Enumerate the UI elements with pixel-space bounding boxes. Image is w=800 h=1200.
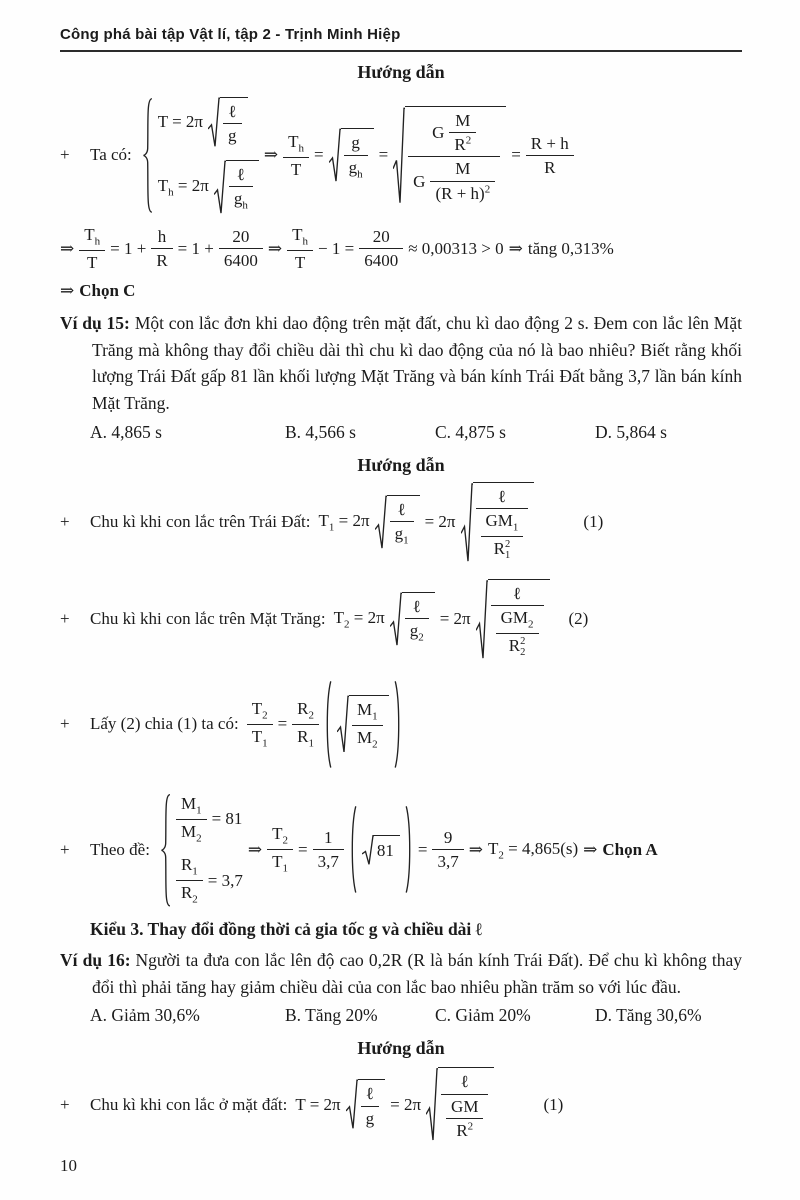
math-token: $T_h = 2\pi$ xyxy=(157,175,209,198)
equals-sign: = xyxy=(378,145,389,165)
equation xyxy=(158,793,658,908)
page-header xyxy=(60,26,742,52)
example-body: Người ta đưa con lắc lên độ cao 0,2R (R là bán kính Trái Đất). Để chu kì không thay đổi thì phải tăng hay giảm chiều dài của con lắc bao nhiêu phần trăm so với lúc đầu. xyxy=(92,950,743,997)
math-token: 20 xyxy=(232,226,250,246)
guide-heading: Hướng dẫn xyxy=(357,454,445,475)
math-token: $R_1$ xyxy=(297,726,315,750)
equals-sign: = xyxy=(417,839,428,859)
math-token: 6400 xyxy=(223,251,258,271)
math-token: T xyxy=(87,253,98,273)
radical-icon xyxy=(337,695,349,753)
fraction xyxy=(476,486,529,562)
fraction xyxy=(432,827,463,873)
radical-icon xyxy=(214,160,226,214)
option-a: A. 4,865 s xyxy=(90,421,162,442)
math-token: 20 xyxy=(372,226,390,246)
implies-arrow: ⇒ xyxy=(247,839,263,859)
math-token: $g_1$ xyxy=(394,524,409,547)
fraction xyxy=(441,1071,488,1141)
math-token: M xyxy=(455,159,471,179)
formula-ground-period xyxy=(60,1067,742,1142)
equation xyxy=(60,281,135,301)
implies-arrow: ⇒ xyxy=(263,145,279,165)
math-token: $T_2$ xyxy=(272,824,289,847)
math-token: tăng 0,313% xyxy=(527,238,614,258)
math-token: ℓ xyxy=(497,486,507,506)
example-16-text xyxy=(60,947,742,1000)
radical-icon xyxy=(426,1067,438,1142)
math-token: 9 xyxy=(443,828,453,848)
math-token: R 2 1 xyxy=(493,538,511,562)
radical-icon xyxy=(476,579,488,660)
option-c: C. Giảm 20% xyxy=(435,1005,531,1026)
math-token: T = 2π xyxy=(157,112,204,132)
math-token: $T_h$ xyxy=(288,131,304,155)
plus-bullet: + xyxy=(60,1094,70,1114)
math-token: $T_1$ xyxy=(251,726,268,750)
system-line-2 xyxy=(176,854,243,907)
left-paren-icon xyxy=(324,680,332,769)
plus-bullet: + xyxy=(60,839,70,859)
equation xyxy=(295,1067,563,1142)
square-root xyxy=(346,1079,386,1130)
math-token: $g_h$ xyxy=(348,157,363,180)
square-root xyxy=(362,835,400,865)
implies-arrow: ⇒ xyxy=(468,839,483,859)
radical-icon xyxy=(393,106,405,205)
formula-moon-period xyxy=(60,579,742,660)
math-token: = 2π xyxy=(390,1094,422,1114)
square-root xyxy=(375,495,420,549)
system-line-2 xyxy=(158,160,259,214)
math-token: $M_1$ xyxy=(357,700,378,723)
square-root xyxy=(426,1067,494,1142)
fraction xyxy=(491,583,544,659)
example-label: Ví dụ 16: xyxy=(60,950,131,971)
math-token: = 1 + xyxy=(177,238,214,258)
fraction xyxy=(359,226,403,272)
math-token: = 2π xyxy=(424,512,456,532)
equation-number: (1) xyxy=(583,512,604,532)
right-paren-icon xyxy=(405,805,413,894)
fraction xyxy=(79,224,105,273)
radical-icon xyxy=(346,1079,358,1130)
paren-group xyxy=(349,805,413,894)
option-d: D. Tăng 30,6% xyxy=(595,1005,702,1026)
math-token: $T_h$ xyxy=(292,224,308,248)
equals-sign: = xyxy=(277,714,288,734)
guide-heading: Hướng dẫn xyxy=(357,62,445,82)
math-token: R xyxy=(156,251,168,271)
math-token: $M_1$ xyxy=(180,793,202,816)
math-token: = 2π xyxy=(439,609,471,629)
equals-sign: = xyxy=(511,145,521,165)
implies-arrow: ⇒ xyxy=(583,839,598,859)
math-token: T xyxy=(294,253,306,273)
math-token: ℓ xyxy=(236,164,245,184)
fraction xyxy=(449,110,476,156)
fraction xyxy=(292,698,319,751)
equation xyxy=(60,224,614,273)
math-token: 6400 xyxy=(364,251,399,271)
formula-given xyxy=(60,793,742,908)
paren-group xyxy=(324,680,402,769)
math-token: $GM_1$ xyxy=(485,510,519,534)
math-token: $T_1$ xyxy=(272,852,289,875)
square-root xyxy=(214,160,259,214)
math-token: $T_2 = 2\pi$ xyxy=(333,608,385,631)
right-paren-icon xyxy=(394,680,402,769)
formula-ta-co xyxy=(60,97,742,214)
fraction xyxy=(287,224,313,273)
math-token: G xyxy=(413,171,426,191)
equation-system xyxy=(176,793,243,908)
formula-ratio xyxy=(60,680,742,769)
math-token: $R^2$ xyxy=(456,1120,474,1140)
math-token: 3,7 xyxy=(437,852,459,872)
option-a: A. Giảm 30,6% xyxy=(90,1005,200,1026)
math-token: − 1 = xyxy=(318,238,355,258)
fraction xyxy=(390,499,414,548)
math-token: $T_h$ xyxy=(84,224,101,248)
formula-label: Theo đề: xyxy=(90,839,150,859)
math-token: ℓ xyxy=(365,1084,374,1104)
fraction xyxy=(176,854,203,907)
page-number: 10 xyxy=(60,1156,77,1175)
equation-number: (2) xyxy=(568,609,589,629)
example-15-text xyxy=(60,310,742,416)
math-token: $T_1 = 2\pi$ xyxy=(318,510,370,534)
book-title: Công phá bài tập Vật lí, tập 2 - Trịnh Minh Hiệp xyxy=(60,26,401,43)
system-line-1 xyxy=(158,97,248,148)
fraction xyxy=(229,164,253,213)
fraction xyxy=(430,158,495,204)
left-paren-icon xyxy=(349,805,357,894)
radical-icon xyxy=(329,128,341,182)
plus-bullet: + xyxy=(60,512,70,532)
math-token: ≈ 0,00313 > 0 xyxy=(408,238,504,258)
math-token: 81 xyxy=(376,841,394,861)
math-token: = 81 xyxy=(211,809,243,829)
fraction xyxy=(446,1096,483,1142)
example-15-options xyxy=(90,422,742,443)
math-token: R 2 2 xyxy=(508,635,526,659)
answer-label: Chọn C xyxy=(79,281,136,301)
fraction xyxy=(247,698,273,751)
math-token: g xyxy=(365,1108,375,1128)
math-token: $g_2$ xyxy=(409,621,424,644)
square-root xyxy=(337,695,389,753)
radical-icon xyxy=(208,97,220,148)
math-token: $M_2$ xyxy=(180,821,202,845)
formula-label: Chu kì khi con lắc trên Trái Đất: xyxy=(90,512,311,532)
radical-icon xyxy=(390,592,402,646)
math-token: T = 2π xyxy=(295,1094,341,1114)
equals-sign: = xyxy=(313,145,324,165)
formula-label: Chu kì khi con lắc trên Mặt Trăng: xyxy=(90,609,326,629)
fraction xyxy=(361,1083,380,1129)
square-root xyxy=(476,579,550,660)
math-token: g xyxy=(351,133,360,153)
section-kieu-3: Kiểu 3. Thay đổi đồng thời cả gia tốc g và chiều dài ℓ xyxy=(90,919,483,940)
math-token: ℓ xyxy=(412,597,421,616)
fraction xyxy=(223,101,242,147)
equation-number: (1) xyxy=(543,1094,564,1114)
implies-arrow: ⇒ xyxy=(267,238,283,258)
fraction xyxy=(151,226,172,272)
fraction xyxy=(352,699,383,752)
square-root xyxy=(390,592,435,646)
equation xyxy=(334,579,589,660)
plus-bullet: + xyxy=(60,714,70,734)
option-b: B. Tăng 20% xyxy=(285,1005,378,1026)
fraction xyxy=(526,133,574,179)
math-token: ℓ xyxy=(228,102,237,121)
fraction xyxy=(344,132,368,181)
math-token: 1 xyxy=(324,828,333,848)
math-token: $GM_2$ xyxy=(500,607,534,631)
math-token: $R_1$ xyxy=(180,854,198,878)
formula-label: Lấy (2) chia (1) ta có: xyxy=(90,714,239,734)
fraction xyxy=(313,827,344,873)
fraction xyxy=(219,226,263,272)
math-token: g xyxy=(228,126,237,146)
formula-th-ratio xyxy=(60,224,742,273)
square-root xyxy=(461,482,535,563)
math-token: $g_h$ xyxy=(233,188,248,212)
example-body: Một con lắc đơn khi dao động trên mặt đất, chu kì dao động 2 s. Đem con lắc lên Mặt Trăng mà không thay đổi chiều dài thì chu kì dao động của nó là bao nhiêu? Biết rằng khối lượng Trái Đất gấp 81 lần khối lượng Mặt Trăng và bán kính Trái Đất bằng 3,7 lần bán kính Mặt Trăng. xyxy=(92,313,742,414)
fraction xyxy=(481,510,524,562)
square-root xyxy=(393,106,506,205)
math-token: $(R + h)^2$ xyxy=(435,183,491,203)
math-token: $T_2 = 4,865(s)$ xyxy=(487,838,579,862)
equation xyxy=(247,680,402,769)
example-label: Ví dụ 15: xyxy=(60,313,130,334)
radical-icon xyxy=(375,495,387,549)
math-token: $R_2$ xyxy=(180,883,198,906)
formula-earth-period xyxy=(60,482,742,563)
square-root xyxy=(329,128,374,182)
fraction xyxy=(408,110,500,204)
equation xyxy=(319,482,604,563)
example-16-options xyxy=(90,1005,742,1026)
math-token: $R^2$ xyxy=(454,134,472,155)
fraction xyxy=(267,823,293,876)
math-token: = 1 + xyxy=(110,238,147,258)
plus-bullet: + xyxy=(60,609,70,629)
left-brace-icon xyxy=(140,97,153,214)
fraction xyxy=(405,596,429,645)
math-token: $T_2$ xyxy=(251,698,268,721)
math-token: T xyxy=(290,159,302,179)
implies-arrow: ⇒ xyxy=(508,238,523,258)
fraction xyxy=(283,131,309,180)
equation-system xyxy=(158,97,259,214)
equation xyxy=(140,97,574,214)
option-d: D. 5,864 s xyxy=(595,421,667,442)
fraction xyxy=(176,793,207,846)
math-token: G xyxy=(432,123,445,143)
equals-sign: = xyxy=(298,839,308,859)
formula-label: Chu kì khi con lắc ở mặt đất: xyxy=(90,1094,288,1114)
math-token: R xyxy=(544,157,556,177)
math-token: R + h xyxy=(530,133,569,153)
square-root xyxy=(208,97,248,148)
implies-arrow: ⇒ xyxy=(60,238,75,258)
radical-icon xyxy=(362,835,374,865)
fraction xyxy=(496,607,539,659)
radical-icon xyxy=(461,482,473,563)
math-token: = 3,7 xyxy=(207,870,243,890)
math-token: $R_2$ xyxy=(297,698,315,721)
math-token: 3,7 xyxy=(317,852,339,872)
math-token: GM xyxy=(451,1096,479,1116)
option-b: B. 4,566 s xyxy=(285,421,356,442)
math-token: h xyxy=(157,226,167,246)
left-brace-icon xyxy=(158,793,171,908)
plus-bullet: + xyxy=(60,145,70,165)
formula-label: Ta có: xyxy=(90,145,132,165)
guide-heading: Hướng dẫn xyxy=(357,1038,445,1059)
math-token: ℓ xyxy=(512,583,522,603)
system-line-1 xyxy=(176,793,242,846)
math-token: $M_2$ xyxy=(357,728,378,751)
math-token: ℓ xyxy=(397,499,406,519)
math-token: ℓ xyxy=(460,1072,469,1092)
implies-arrow: ⇒ xyxy=(60,281,75,301)
answer-label: Chọn A xyxy=(602,839,658,859)
answer-chon-c xyxy=(60,281,742,301)
option-c: C. 4,875 s xyxy=(435,421,506,442)
math-token: M xyxy=(455,110,471,130)
